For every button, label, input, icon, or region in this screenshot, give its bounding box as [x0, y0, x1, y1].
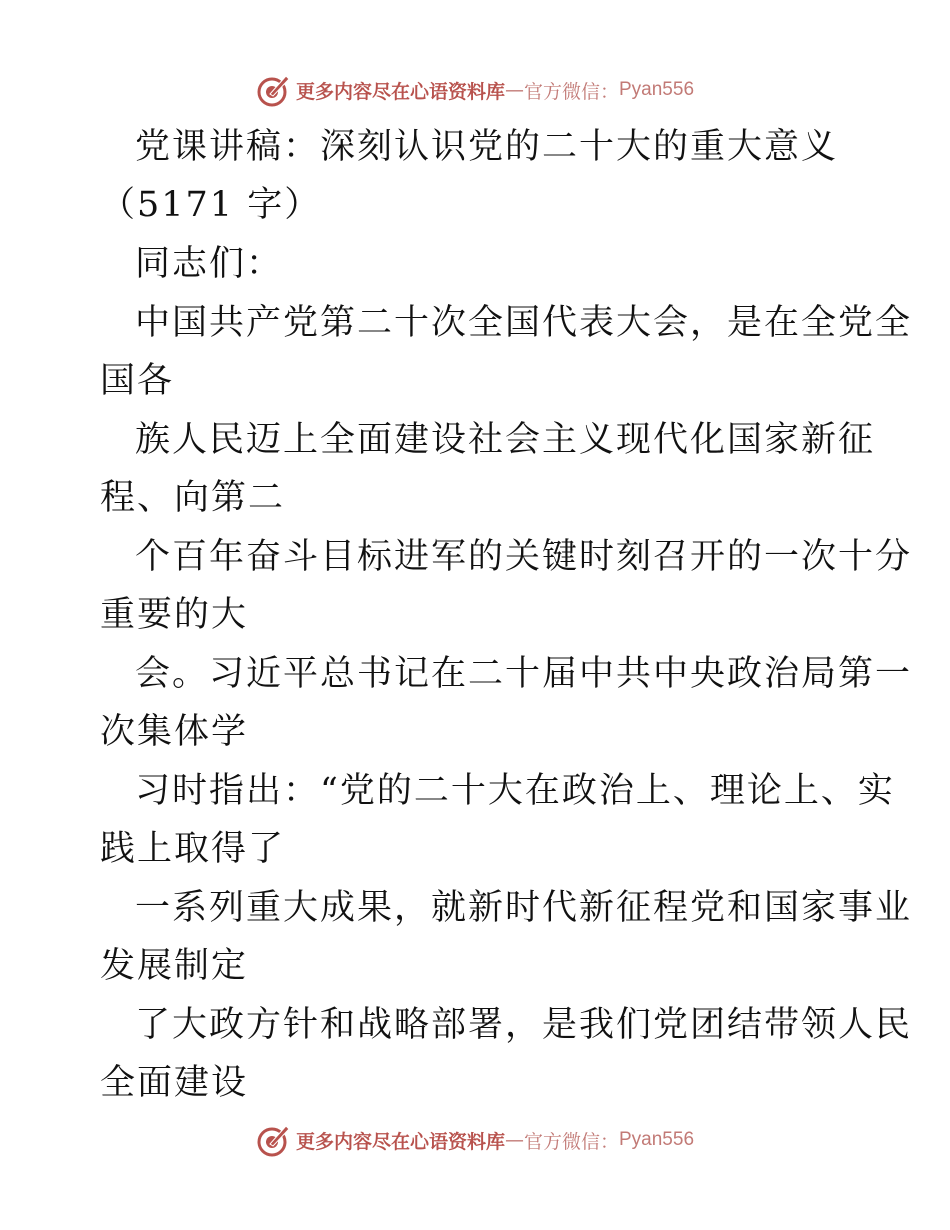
- paragraph-line: 一系列重大成果，就新时代新征程党和国家事业: [135, 888, 913, 928]
- paragraph-line: 重要的大: [100, 595, 249, 635]
- paragraph-line: 国各: [100, 361, 175, 401]
- paragraph-line: 程、向第二: [100, 478, 286, 518]
- document-title: 党课讲稿：深刻认识党的二十大的重大意义: [135, 127, 839, 167]
- watermark-wechat-id: Pyan556: [619, 79, 695, 100]
- watermark-wechat-id: Pyan556: [619, 1129, 695, 1150]
- paragraph-line: 会。习近平总书记在二十届中共中央政治局第一: [135, 654, 913, 694]
- paragraph-line: 个百年奋斗目标进军的关键时刻召开的一次十分: [135, 537, 913, 577]
- paragraph-line: 全面建设: [100, 1063, 249, 1103]
- paragraph-line: 族人民迈上全面建设社会主义现代化国家新征: [135, 420, 876, 460]
- watermark-dash: —: [504, 79, 524, 101]
- watermark-wechat-label: 官方微信：: [523, 1130, 619, 1153]
- watermark-dash: —: [504, 1129, 524, 1151]
- paragraph-line: 发展制定: [100, 946, 249, 986]
- header-watermark: [0, 70, 950, 110]
- word-count: （5171 字）: [100, 185, 322, 225]
- pen-logo-icon: [256, 72, 292, 108]
- pen-logo-icon: [256, 1122, 292, 1158]
- paragraph-line: 践上取得了: [100, 829, 286, 869]
- paragraph-line: 中国共产党第二十次全国代表大会，是在全党全: [135, 303, 913, 343]
- watermark-main-text: 更多内容尽在心语资料库: [295, 80, 505, 103]
- watermark-main-text: 更多内容尽在心语资料库: [295, 1130, 505, 1153]
- salutation: 同志们：: [135, 244, 284, 284]
- paragraph-line: 习时指出：“党的二十大在政治上、理论上、实: [135, 771, 895, 811]
- footer-watermark: [0, 1120, 950, 1160]
- watermark-wechat-label: 官方微信：: [523, 80, 619, 103]
- paragraph-line: 了大政方针和战略部署，是我们党团结带领人民: [135, 1005, 913, 1045]
- paragraph-line: 次集体学: [100, 712, 249, 752]
